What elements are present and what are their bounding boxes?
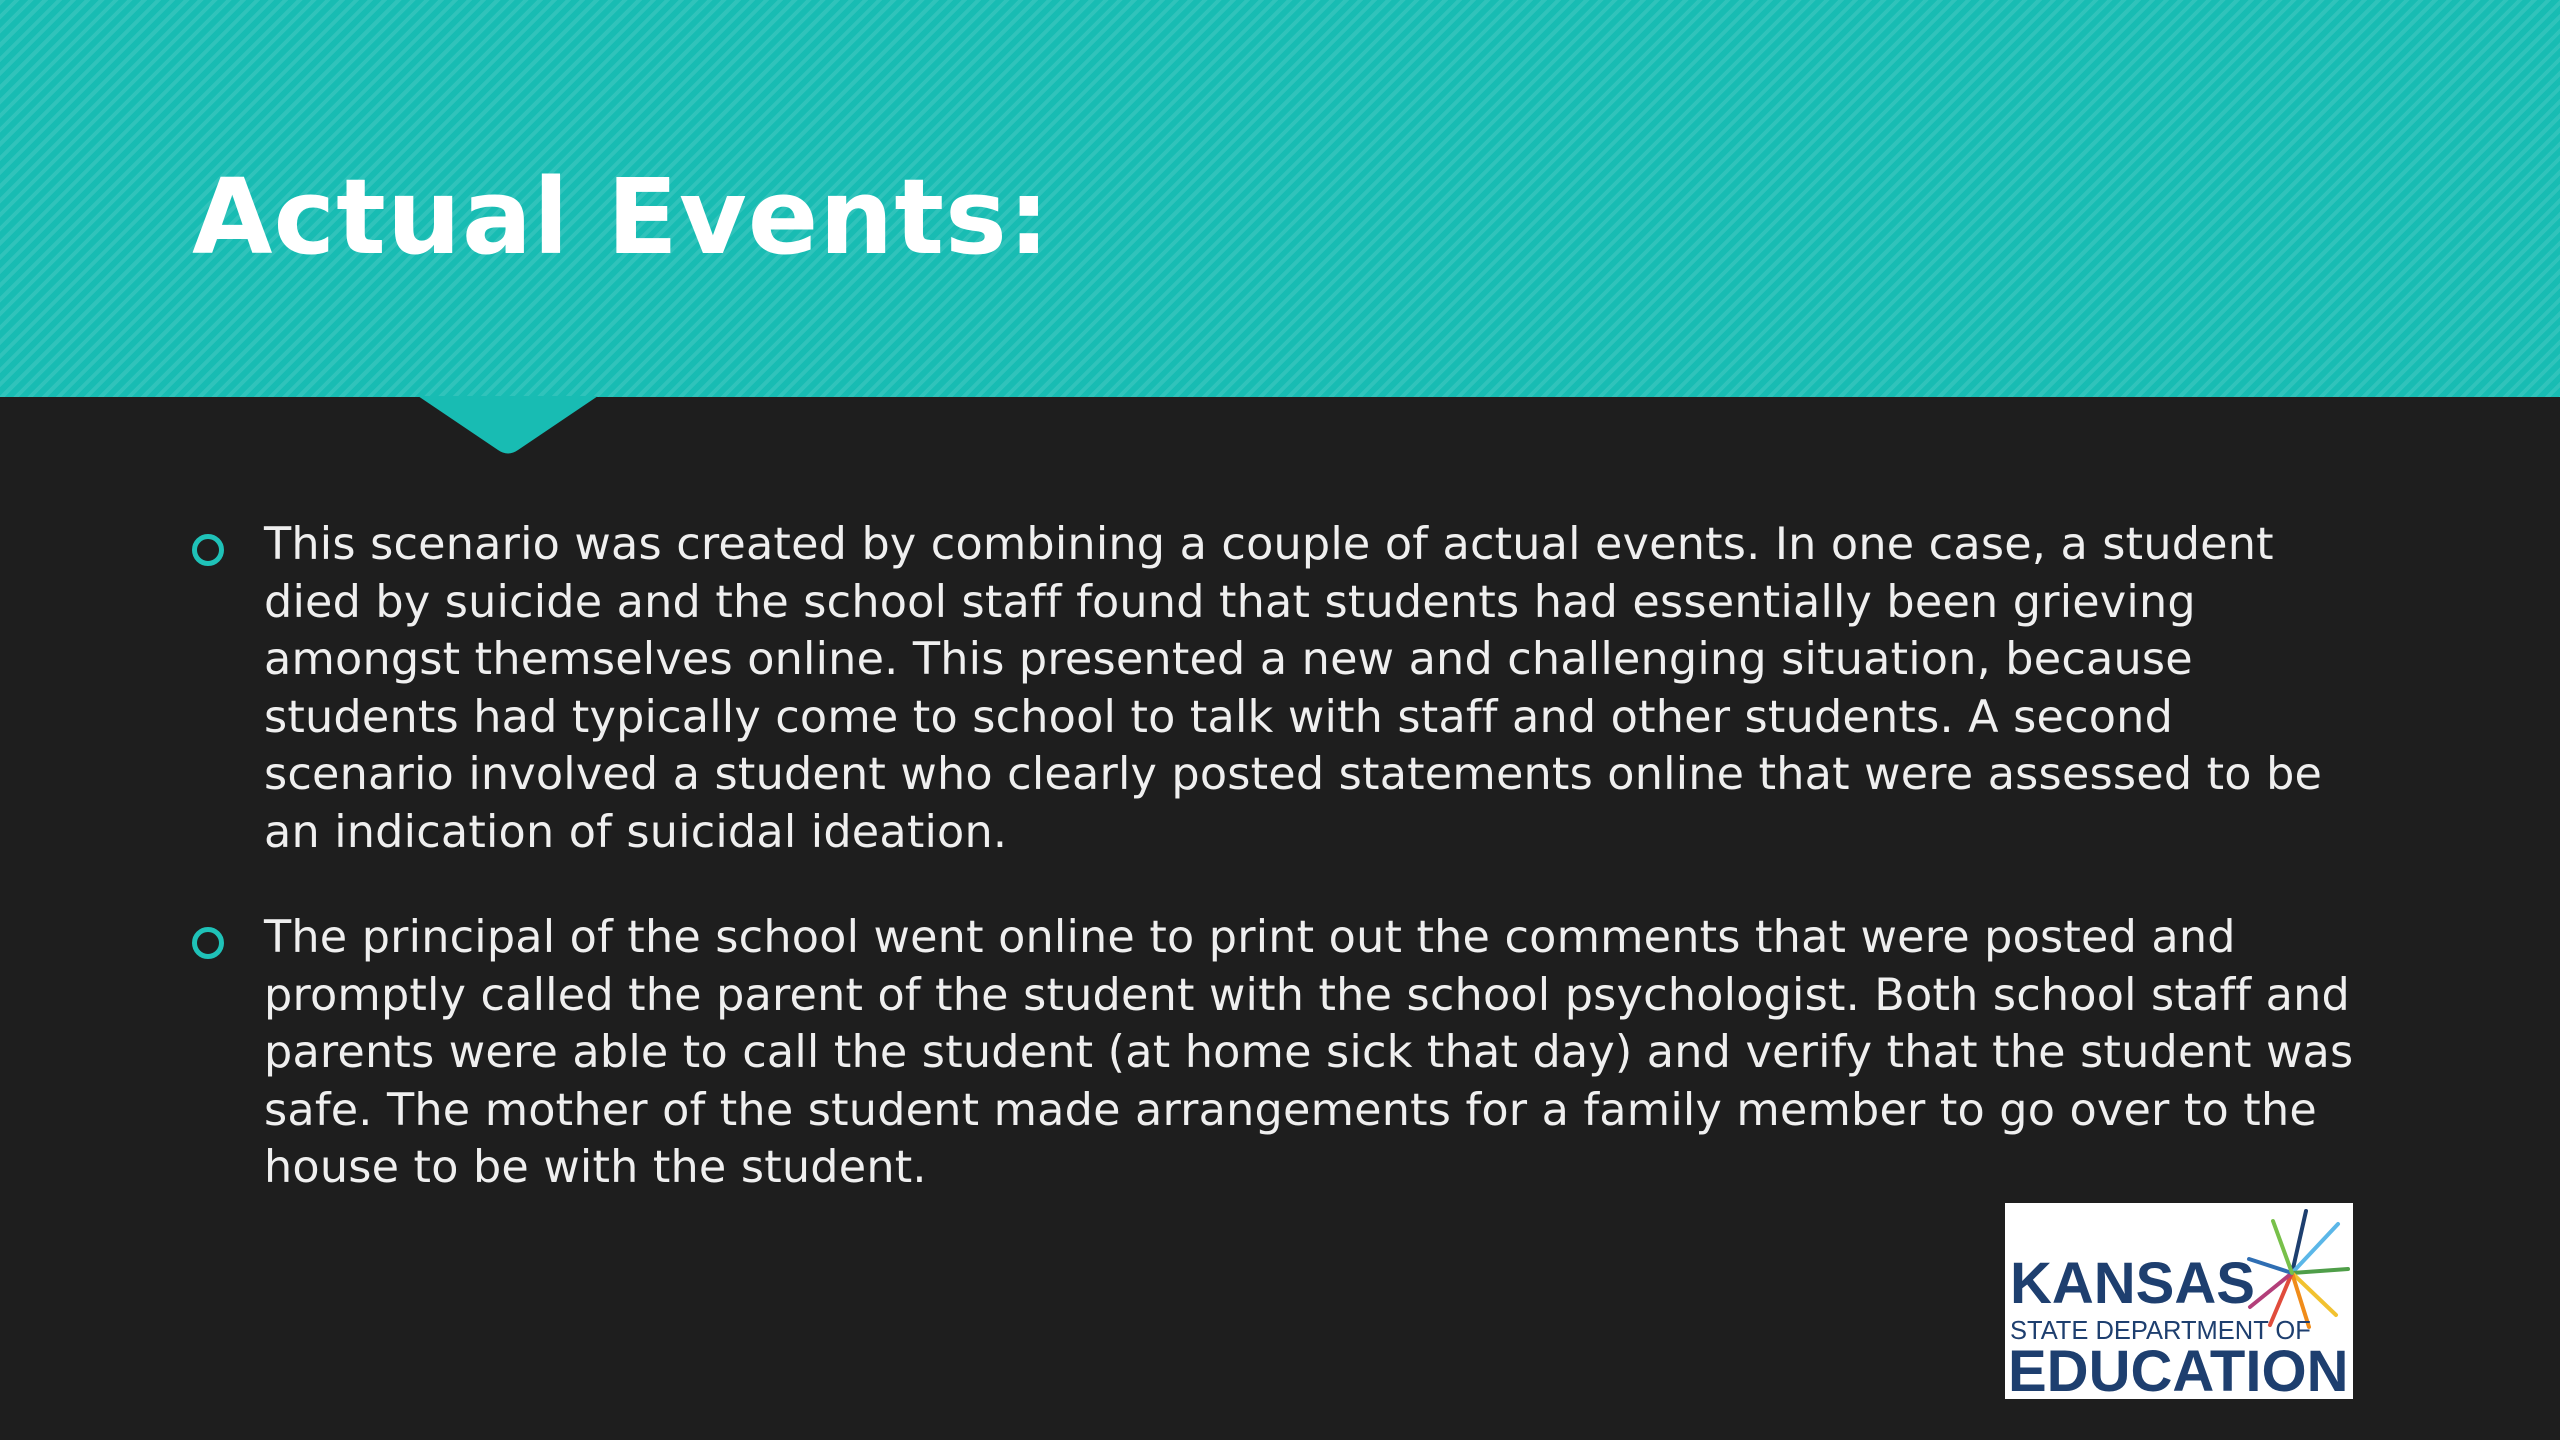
logo-state-department-text: STATE DEPARTMENT OF [2010,1317,2311,1345]
starburst-icon [2249,1211,2348,1327]
bullet-text: This scenario was created by combining a couple of actual events. In one case, a student died by suicide and the school staff found that students had essentially been grieving amongst themselves online. This presented a new and challenging situation, because students had typically come to school to talk with staff and other students. A second scenario involved a student who clearly posted statements online that were assessed to be an indication of suicidal ideation. [264,519,2323,858]
bullet-item [192,909,2372,1197]
bullet-item [192,516,2372,861]
bullet-text: The principal of the school went online to print out the comments that were posted and promptly called the parent of the student with the school psychologist. Both school staff and parents were able to call the student (at home sick that day) and verify that the student was safe. The mother of the student made arrangements for a family member to go over to the house to be with the student. [264,912,2354,1193]
logo-kansas-text: KANSAS [2010,1251,2255,1316]
slide-title: Actual Events: [192,156,1051,278]
circle-bullet-icon [192,534,224,566]
circle-bullet-icon [192,927,224,959]
kansas-education-logo [2005,1203,2353,1399]
header-pointer [0,396,2560,466]
bullet-list [192,516,2372,1245]
logo-education-text: EDUCATION [2008,1339,2349,1399]
